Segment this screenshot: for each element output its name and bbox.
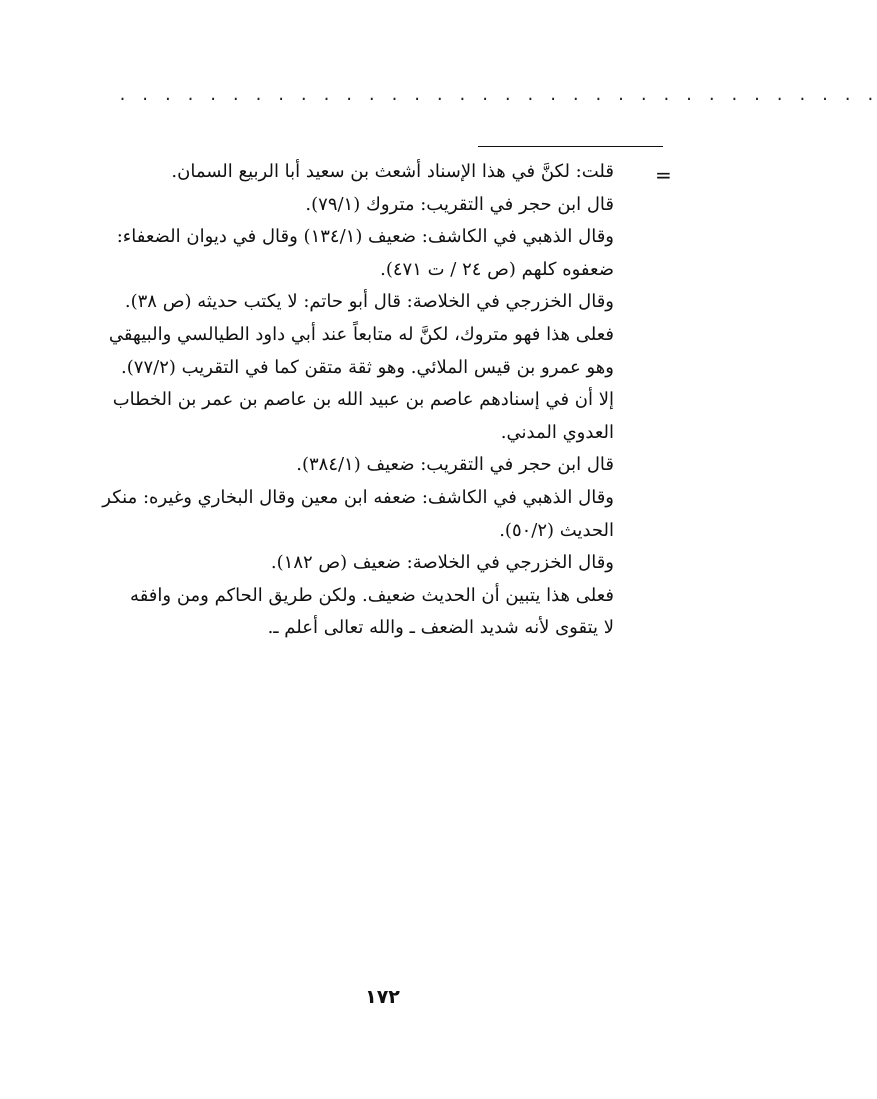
text-line-2: قال ابن حجر في التقريب: متروك (٧٩/١). <box>305 193 614 215</box>
text-line-8: إلا أن في إسنادهم عاصم بن عبيد الله بن عاصم بن عمر بن الخطاب <box>112 389 614 411</box>
text-line-9: العدوي المدني. <box>500 421 614 443</box>
text-line-5: وقال الخزرجي في الخلاصة: قال أبو حاتم: لا يكتب حديثه (ص ٣٨). <box>124 291 614 313</box>
footnote-text <box>104 156 614 645</box>
header-dotted-rule: . . . . . . . . . . . . . . . . . . . . . . . . . . . . . . . . . . <box>118 86 877 104</box>
text-line-15: لا يتقوى لأنه شديد الضعف ـ والله تعالى أعلم ـ. <box>267 617 614 639</box>
text-line-6: فعلى هذا فهو متروك، لكنَّ له متابعاً عند أبي داود الطيالسي والبيهقي <box>108 323 614 345</box>
text-line-13: وقال الخزرجي في الخلاصة: ضعيف (ص ١٨٢). <box>270 552 614 574</box>
text-line-1: قلت: لكنَّ في هذا الإسناد أشعث بن سعيد أبا الربيع السمان. <box>171 161 614 182</box>
text-line-14: فعلى هذا يتبين أن الحديث ضعيف. ولكن طريق الحاكم ومن وافقه <box>130 584 614 606</box>
text-line-3: وقال الذهبي في الكاشف: ضعيف (١٣٤/١) وقال في ديوان الضعفاء: <box>116 226 614 248</box>
text-line-11: وقال الذهبي في الكاشف: ضعفه ابن معين وقال البخاري وغيره: منكر <box>102 486 614 508</box>
text-line-7: وهو عمرو بن قيس الملائي. وهو ثقة متقن كما في التقريب (٧٧/٢). <box>121 356 614 378</box>
text-line-4: ضعفوه كلهم (ص ٢٤ / ت ٤٧١). <box>380 258 614 280</box>
footnote-continuation-mark: = <box>655 163 672 187</box>
text-line-10: قال ابن حجر في التقريب: ضعيف (٣٨٤/١). <box>296 454 614 476</box>
text-line-12: الحديث (٥٠/٢). <box>499 519 614 541</box>
footnote-separator-rule <box>478 146 663 147</box>
page-number: ١٧٢ <box>365 986 400 1008</box>
